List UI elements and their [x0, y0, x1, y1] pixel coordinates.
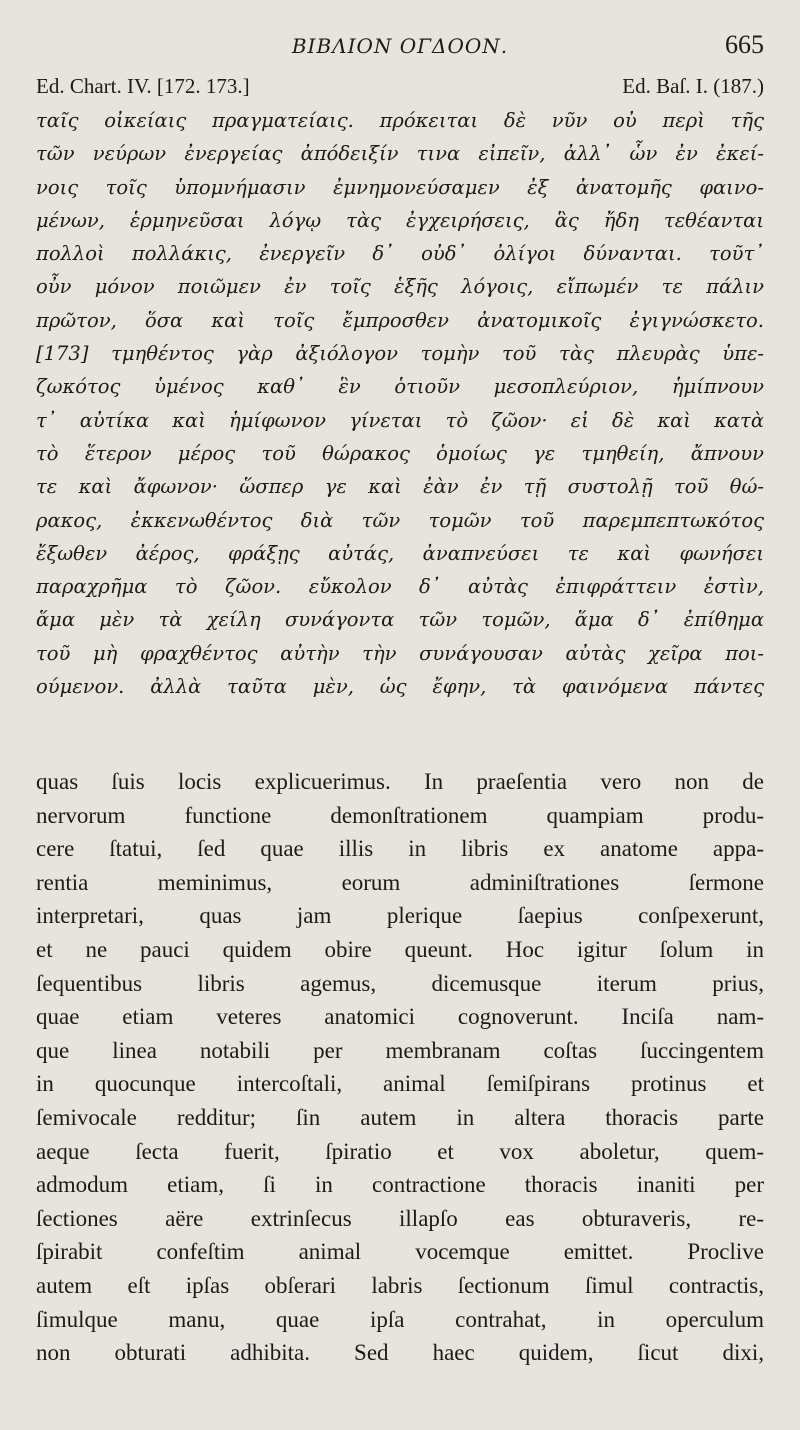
latin-text-line: ſequentibus libris agemus, dicemusque iterum prius, — [36, 970, 764, 996]
greek-text-line: τε καὶ ἄφωνον· ὥσπερ γε καὶ ἐὰν ἐν τῇ συστολῇ τοῦ θώ- — [36, 475, 764, 499]
greek-text-line: παραχρῆμα τὸ ζῶον. εὔκολον δ᾽ αὐτὰς ἐπιφράττειν ἐστὶν, — [36, 575, 764, 599]
greek-text-line: ἅμα μὲν τὰ χείλη συνάγοντα τῶν τομῶν, ἅμα δ᾽ ἐπίθημα — [36, 608, 764, 632]
latin-text-line: aeque ſecta fuerit, ſpiratio et vox aboletur, quem- — [36, 1138, 764, 1164]
greek-text-line: νοις τοῖς ὑπομνήμασιν ἐμνημονεύσαμεν ἐξ ἀνατομῆς φαινο- — [36, 175, 764, 199]
greek-text-line: ἔξωθεν ἀέρος, φράξῃς αὐτάς, ἀναπνεύσει τε καὶ φωνήσει — [36, 541, 764, 565]
latin-text-line: quae etiam veteres anatomici cognoverunt. Inciſa nam- — [36, 1004, 764, 1030]
greek-text-line: [173] τμηθέντος γὰρ ἀξιόλογον τομὴν τοῦ τὰς πλευρὰς ὑπε- — [36, 342, 764, 366]
latin-text — [36, 765, 764, 1370]
latin-text-line: ſpirabit confeſtim animal vocemque emittet. Proclive — [36, 1239, 764, 1265]
book-title: ΒΙΒΛΙΟΝ ΟΓΔΟΟΝ. — [291, 34, 509, 58]
latin-text-line: rentia meminimus, eorum adminiſtrationes ſermone — [36, 869, 764, 895]
latin-text-line: ſimulque manu, quae ipſa contrahat, in operculum — [36, 1306, 764, 1332]
latin-text-line: cere ſtatui, ſed quae illis in libris ex anatome appa- — [36, 836, 764, 862]
latin-text-line: interpretari, quas jam plerique ſaepius conſpexerunt, — [36, 903, 764, 929]
greek-text-line: ρακος, ἐκκενωθέντος διὰ τῶν τομῶν τοῦ παρεμπεπτωκότος — [36, 508, 764, 532]
edition-references — [36, 74, 764, 102]
basel-edition-ref: Ed. Baſ. I. (187.) — [622, 74, 764, 98]
greek-text-line: οὖν μόνον ποιῶμεν ἐν τοῖς ἑξῆς λόγοις, εἴπωμέν τε πάλιν — [36, 275, 764, 299]
latin-text-line: que linea notabili per membranam coſtas ſuccingentem — [36, 1037, 764, 1063]
greek-text-line: μένων, ἑρμηνεῦσαι λόγῳ τὰς ἐγχειρήσεις, ἃς ἤδη τεθέανται — [36, 208, 764, 232]
greek-text-line: ζωκότος ὑμένος καθ᾽ ἓν ὁτιοῦν μεσοπλεύριον, ἡμίπνουν — [36, 375, 764, 399]
greek-text-line: ούμενον. ἀλλὰ ταῦτα μὲν, ὡς ἔφην, τὰ φαινόμενα πάντες — [36, 675, 764, 699]
greek-text-line: τῶν νεύρων ἐνεργείας ἀπόδειξίν τινα εἰπεῖν, ἀλλ᾽ ὧν ἐν ἐκεί- — [36, 142, 764, 166]
latin-text-line: nervorum functione demonſtrationem quampiam produ- — [36, 802, 764, 828]
greek-text-line: τ᾽ αὐτίκα καὶ ἡμίφωνον γίνεται τὸ ζῶον· εἰ δὲ καὶ κατὰ — [36, 408, 764, 432]
greek-text-line: ταῖς οἰκείαις πραγματείαις. πρόκειται δὲ νῦν οὐ περὶ τῆς — [36, 109, 764, 132]
latin-text-line: in quocunque intercoſtali, animal ſemiſpirans protinus et — [36, 1071, 764, 1097]
latin-text-line: ſemivocale redditur; ſin autem in altera thoracis parte — [36, 1104, 764, 1130]
greek-text — [36, 104, 764, 703]
greek-text-line: πρῶτον, ὅσα καὶ τοῖς ἔμπροσθεν ἀνατομικοῖς ἐγιγνώσκετο. — [36, 308, 764, 332]
latin-text-line: et ne pauci quidem obire queunt. Hoc igitur ſolum in — [36, 936, 764, 962]
latin-text-line: autem eſt ipſas obſerari labris ſectionum ſimul contractis, — [36, 1272, 764, 1298]
running-head — [36, 30, 764, 60]
chartier-edition-ref: Ed. Chart. IV. [172. 173.] — [36, 74, 250, 98]
latin-text-line: ſectiones aëre extrinſecus illapſo eas obturaveris, re- — [36, 1205, 764, 1231]
greek-text-line: τοῦ μὴ φραχθέντος αὐτὴν τὴν συνάγουσαν αὐτὰς χεῖρα ποι- — [36, 641, 764, 665]
greek-text-line: τὸ ἕτερον μέρος τοῦ θώρακος ὁμοίως γε τμηθείη, ἄπνουν — [36, 441, 764, 465]
greek-text-line: πολλοὶ πολλάκις, ἐνεργεῖν δ᾽ οὐδ᾽ ὀλίγοι δύνανται. τοῦτ᾽ — [36, 242, 764, 266]
latin-text-line: non obturati adhibita. Sed haec quidem, ſicut dixi, — [36, 1340, 764, 1366]
page-number: 665 — [725, 30, 764, 59]
latin-text-line: quas ſuis locis explicuerimus. In praeſentia vero non de — [36, 769, 764, 794]
latin-text-line: admodum etiam, ſi in contractione thoracis inaniti per — [36, 1172, 764, 1198]
